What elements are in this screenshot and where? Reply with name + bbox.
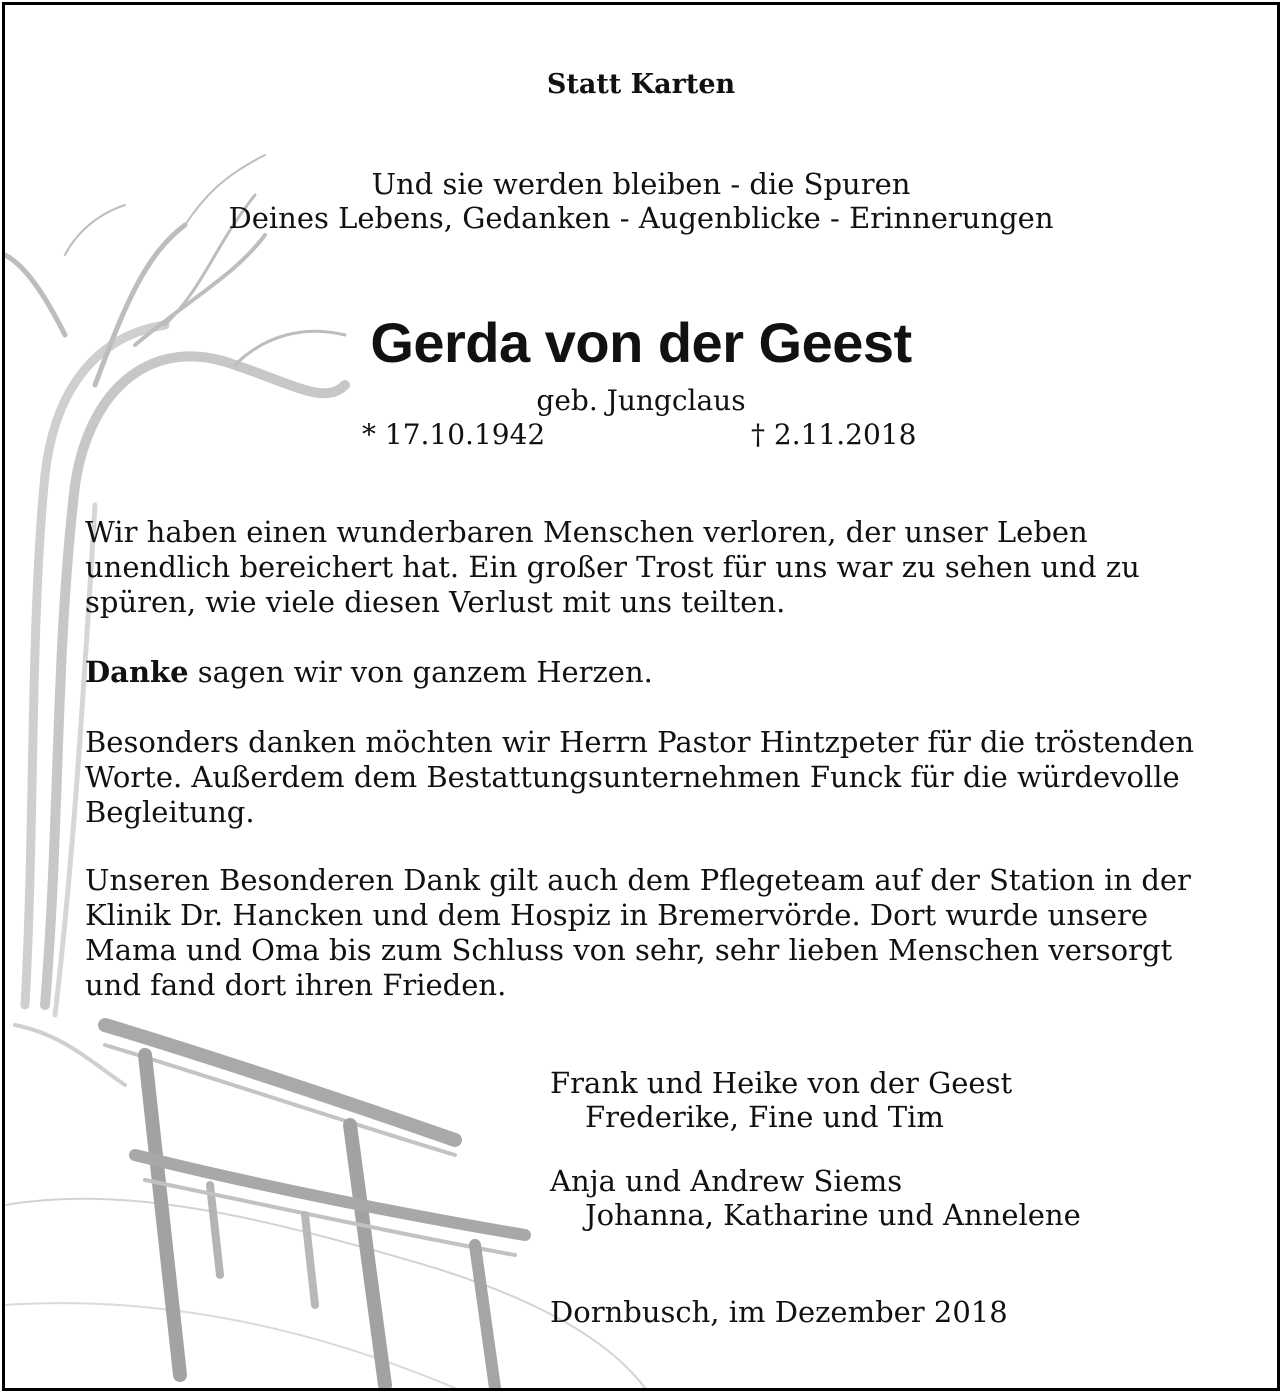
header-text: Statt Karten [546, 69, 736, 100]
paragraph-thanks [85, 655, 1235, 690]
birth-date: * 17.10.1942 [362, 418, 546, 451]
thanks-rest: sagen wir von ganzem Herzen. [188, 655, 653, 689]
obituary-notice [2, 2, 1280, 1391]
motto-line-1: Und sie werden bleiben - die Spuren [371, 167, 911, 201]
deceased-name: Gerda von der Geest [370, 311, 912, 374]
paragraph-pastor: Besonders danken möchten wir Herrn Pastor Hintzpeter für die tröstenden Worte. Außerdem dem Bestattungsunternehmen Funck für die würdevolle Begleitung. [85, 725, 1195, 829]
maiden-name: geb. Jungclaus [536, 384, 746, 417]
paragraph-loss: Wir haben einen wunderbaren Menschen verloren, der unser Leben unendlich bereichert hat. Ein großer Trost für uns war zu sehen und zu spüren, wie viele diesen Verlust mit uns teilten. [85, 515, 1140, 619]
paragraph-care-team: Unseren Besonderen Dank gilt auch dem Pflegeteam auf der Station in der Klinik Dr. Hancken und dem Hospiz in Bremervörde. Dort wurde unsere Mama und Oma bis zum Schluss von sehr, sehr lieben Menschen versorgt und fand dort ihren Frieden. [85, 863, 1191, 1002]
thanks-bold-word: Danke [85, 655, 189, 689]
motto-line-2: Deines Lebens, Gedanken - Augenblicke - Erinnerungen [228, 201, 1054, 235]
family1-parents: Frank und Heike von der Geest [550, 1066, 1013, 1100]
family2-parents: Anja und Andrew Siems [550, 1164, 903, 1198]
place-date: Dornbusch, im Dezember 2018 [550, 1295, 1008, 1329]
family1-children: Frederike, Fine und Tim [585, 1100, 944, 1134]
death-date: † 2.11.2018 [751, 418, 917, 451]
family2-children: Johanna, Katharine und Annelene [585, 1198, 1081, 1232]
